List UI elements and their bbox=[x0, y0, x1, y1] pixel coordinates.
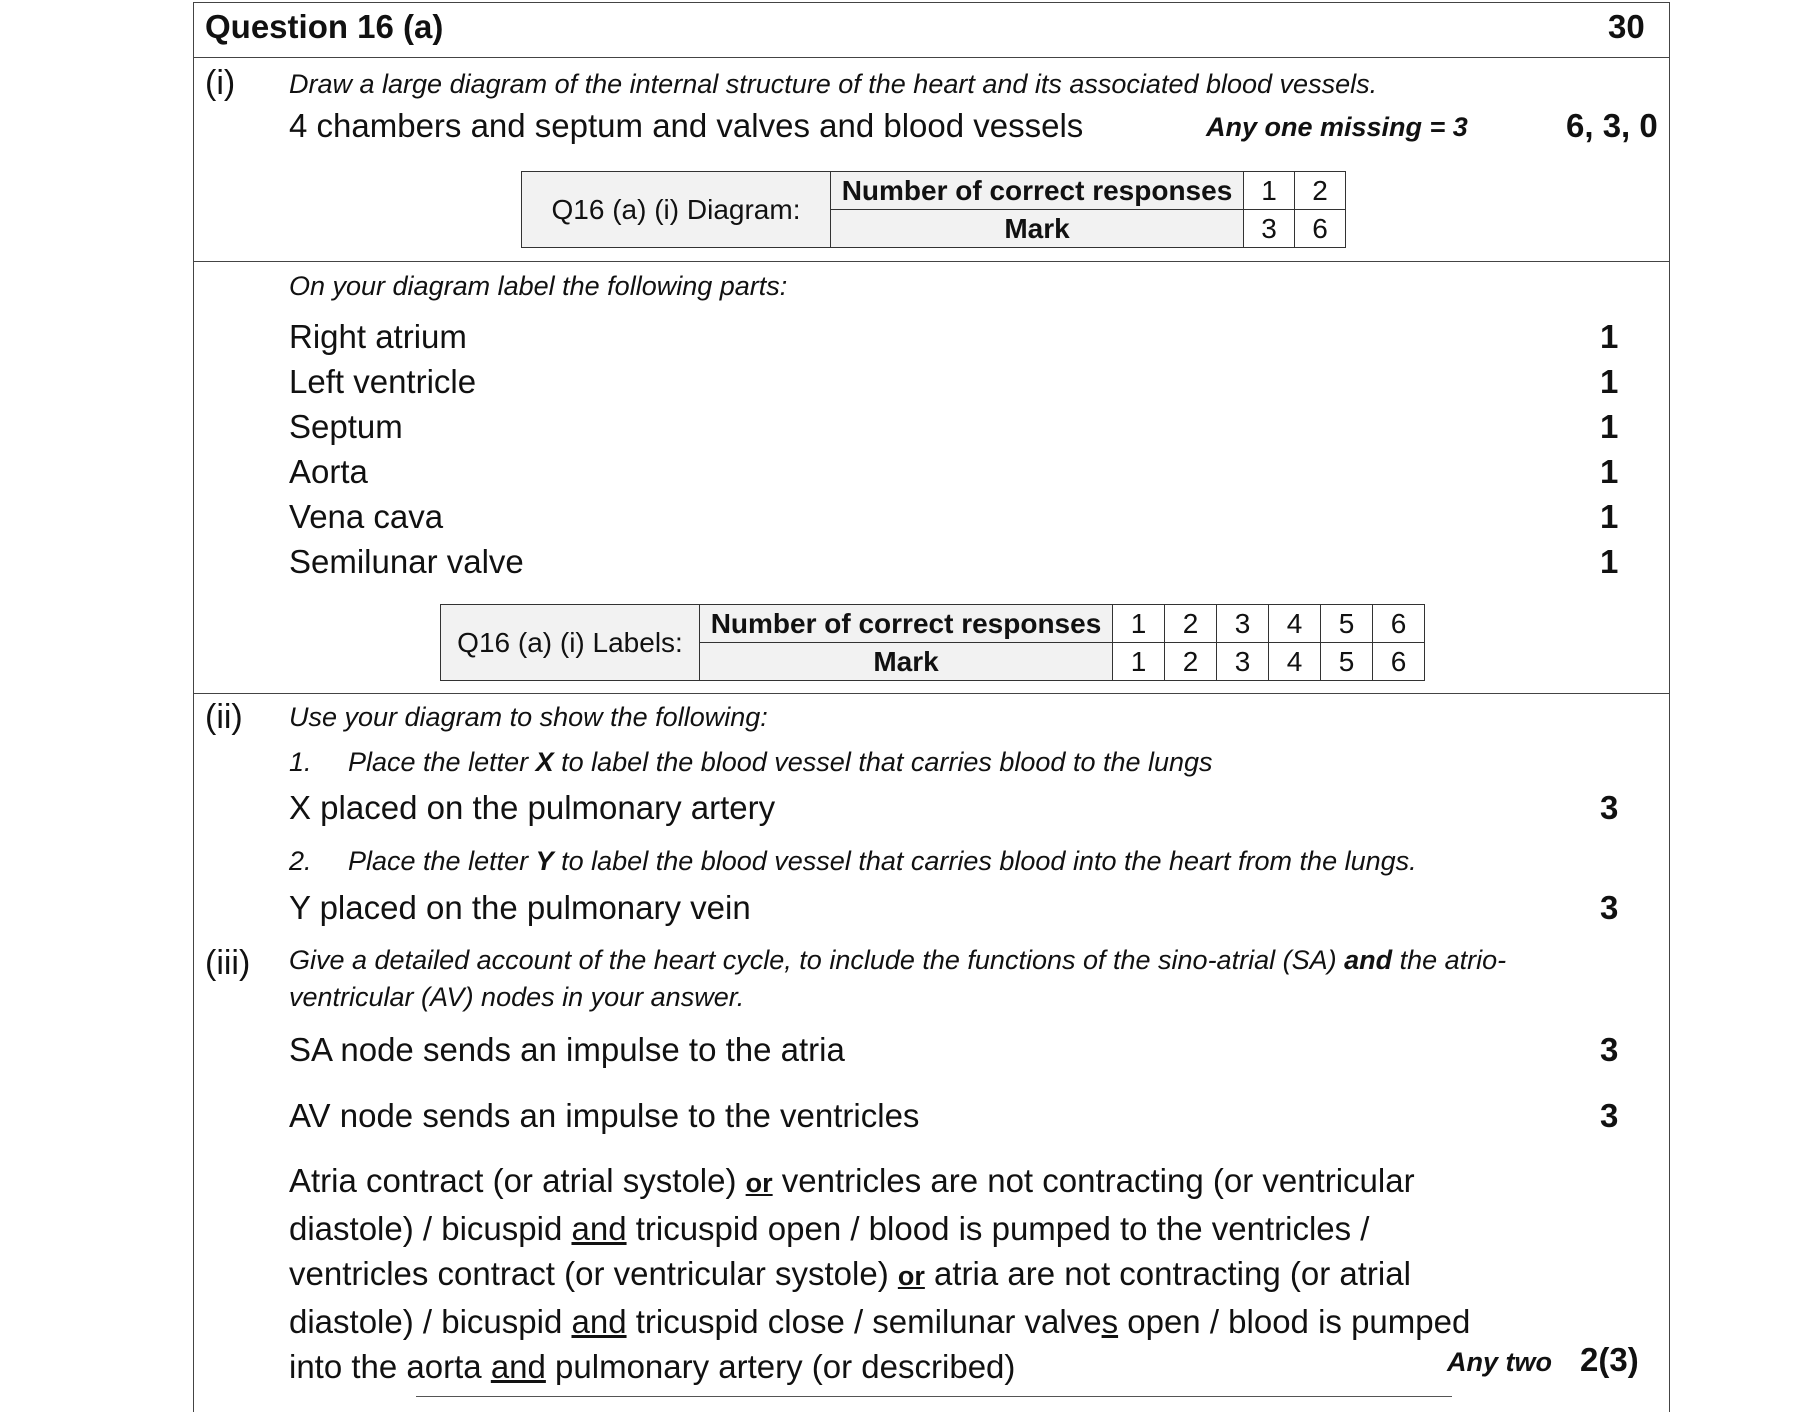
paragraph-line-5: into the aorta and pulmonary artery (or described) bbox=[289, 1348, 1016, 1385]
labels-mark-cell: 4 bbox=[1269, 643, 1321, 681]
label-item: Semilunar valve bbox=[289, 543, 524, 580]
labels-response-cell: 3 bbox=[1217, 605, 1269, 643]
part-ii-item-1-number: 1. bbox=[289, 747, 312, 777]
part-ii-item-2-number: 2. bbox=[289, 846, 312, 876]
labels-mark-cell: 1 bbox=[1113, 643, 1165, 681]
part-iii-note: Any two bbox=[1447, 1347, 1552, 1377]
label-item: Left ventricle bbox=[289, 363, 477, 400]
label-item: Aorta bbox=[289, 453, 368, 490]
question-total-marks: 30 bbox=[1608, 8, 1645, 45]
label-instruction: On your diagram label the following parts: bbox=[289, 271, 788, 301]
section-divider-1 bbox=[193, 261, 1670, 262]
label-item-mark: 1 bbox=[1600, 498, 1619, 535]
labels-mark-cell: 6 bbox=[1373, 643, 1425, 681]
part-ii-answer-1: X placed on the pulmonary artery bbox=[289, 789, 776, 826]
labels-response-cell: 4 bbox=[1269, 605, 1321, 643]
diagram-response-cell: 2 bbox=[1295, 172, 1346, 210]
diagram-mark-cell: 6 bbox=[1295, 210, 1346, 248]
labels-response-cell: 1 bbox=[1113, 605, 1165, 643]
label-item-mark: 1 bbox=[1600, 408, 1619, 445]
heart-cycle-answer-paragraph bbox=[289, 1158, 1589, 1389]
part-iii-answer-1: SA node sends an impulse to the atria bbox=[289, 1031, 845, 1068]
label-item: Right atrium bbox=[289, 318, 467, 355]
diagram-table-responses-head: Number of correct responses bbox=[831, 172, 1244, 210]
labels-marks-table bbox=[440, 604, 1425, 681]
diagram-mark-cell: 3 bbox=[1244, 210, 1295, 248]
part-i-marks: 6, 3, 0 bbox=[1566, 107, 1658, 144]
labels-response-cell: 2 bbox=[1165, 605, 1217, 643]
part-iii-answer-2: AV node sends an impulse to the ventricles bbox=[289, 1097, 920, 1134]
part-i-answer: 4 chambers and septum and valves and blood vessels bbox=[289, 107, 1084, 144]
diagram-table-mark-head: Mark bbox=[831, 210, 1244, 248]
part-iii-numeral: (iii) bbox=[205, 944, 251, 982]
part-ii-instruction: Use your diagram to show the following: bbox=[289, 702, 768, 732]
label-item: Septum bbox=[289, 408, 403, 445]
labels-table-label: Q16 (a) (i) Labels: bbox=[441, 605, 700, 681]
header-divider bbox=[193, 57, 1670, 58]
paragraph-line-3: ventricles contract (or ventricular systole) or atria are not contracting (or atrial bbox=[289, 1255, 1411, 1292]
labels-mark-cell: 2 bbox=[1165, 643, 1217, 681]
part-i-note: Any one missing = 3 bbox=[1206, 112, 1468, 142]
labels-table-responses-head: Number of correct responses bbox=[700, 605, 1113, 643]
label-item-mark: 1 bbox=[1600, 453, 1619, 490]
diagram-marks-table bbox=[521, 171, 1346, 248]
part-ii-mark-2: 3 bbox=[1600, 889, 1619, 926]
part-iii-mark-1: 3 bbox=[1600, 1031, 1619, 1068]
labels-response-cell: 6 bbox=[1373, 605, 1425, 643]
diagram-response-cell: 1 bbox=[1244, 172, 1295, 210]
part-ii-mark-1: 3 bbox=[1600, 789, 1619, 826]
part-ii-numeral: (ii) bbox=[205, 698, 243, 736]
diagram-table-label: Q16 (a) (i) Diagram: bbox=[522, 172, 831, 248]
part-ii-item-2: Place the letter Y to label the blood vessel that carries blood into the heart from the lungs. bbox=[348, 846, 1417, 876]
label-item: Vena cava bbox=[289, 498, 444, 535]
labels-response-cell: 5 bbox=[1321, 605, 1373, 643]
question-title: Question 16 (a) bbox=[205, 8, 444, 45]
paragraph-line-4: diastole) / bicuspid and tricuspid close / semilunar valves open / blood is pumped bbox=[289, 1303, 1471, 1340]
part-i-numeral: (i) bbox=[205, 64, 236, 102]
label-item-mark: 1 bbox=[1600, 543, 1619, 580]
part-i-instruction: Draw a large diagram of the internal structure of the heart and its associated blood vessels. bbox=[289, 69, 1378, 99]
label-item-mark: 1 bbox=[1600, 318, 1619, 355]
section-divider-2 bbox=[193, 693, 1670, 694]
part-iii-mark-2: 3 bbox=[1600, 1097, 1619, 1134]
part-iii-mark-3: 2(3) bbox=[1580, 1341, 1639, 1378]
part-ii-answer-2: Y placed on the pulmonary vein bbox=[289, 889, 751, 926]
part-iii-instruction-line-2: ventricular (AV) nodes in your answer. bbox=[289, 982, 745, 1012]
labels-mark-cell: 5 bbox=[1321, 643, 1373, 681]
part-ii-item-1: Place the letter X to label the blood vessel that carries blood to the lungs bbox=[348, 747, 1213, 777]
labels-table-mark-head: Mark bbox=[700, 643, 1113, 681]
labels-mark-cell: 3 bbox=[1217, 643, 1269, 681]
part-iii-instruction-line-1: Give a detailed account of the heart cycle, to include the functions of the sino-atrial (SA) and the atrio- bbox=[289, 945, 1507, 975]
paragraph-line-1: Atria contract (or atrial systole) or ventricles are not contracting (or ventricular bbox=[289, 1162, 1415, 1199]
label-item-mark: 1 bbox=[1600, 363, 1619, 400]
paragraph-line-2: diastole) / bicuspid and tricuspid open / blood is pumped to the ventricles / bbox=[289, 1210, 1370, 1247]
